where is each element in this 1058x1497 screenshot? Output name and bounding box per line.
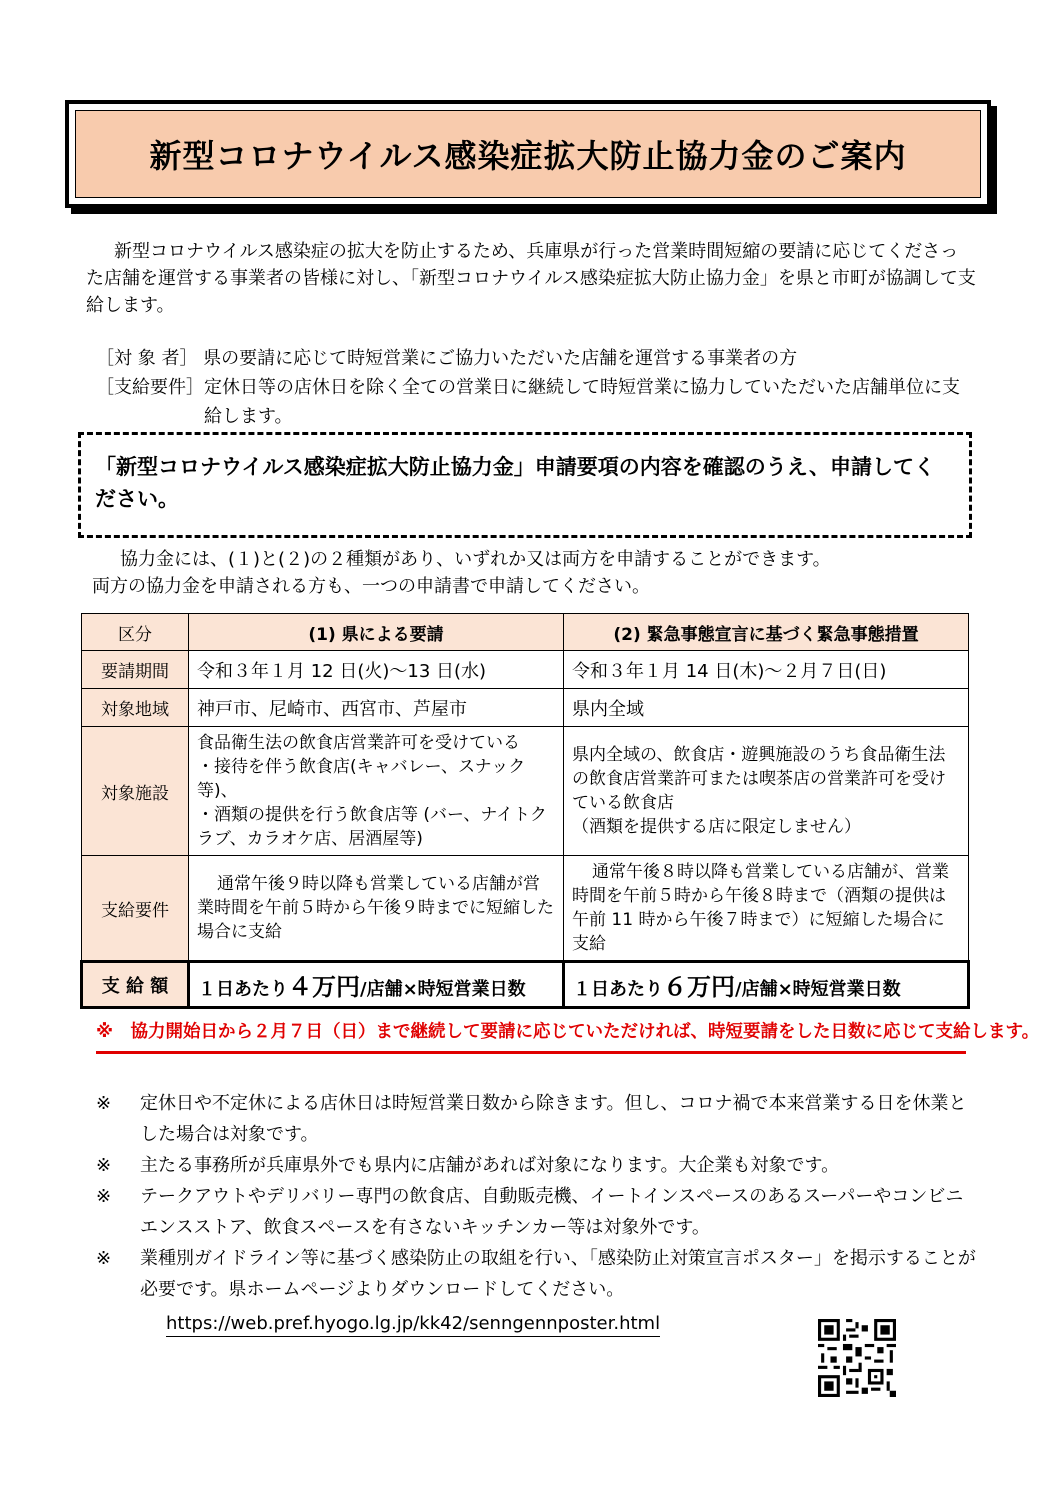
amount2-prefix: １日あたり xyxy=(573,979,663,1000)
types-line-1: 協力金には、(１)と(２)の２種類があり、いずれか又は両方を申請することができます。 xyxy=(120,549,831,570)
qr-code-icon[interactable] xyxy=(818,1319,896,1397)
note-mark: ※ xyxy=(96,1155,112,1176)
target-row xyxy=(96,344,976,373)
row-label-facilities: 対象施設 xyxy=(82,727,189,856)
notice-text: 「新型コロナウイルス感染症拡大防止協力金」申請要項の内容を確認のうえ、申請してください。 xyxy=(95,455,935,511)
header-type2: (2) 緊急事態宣言に基づく緊急事態措置 xyxy=(564,614,969,651)
amount-type1 xyxy=(189,962,564,1008)
amount2-value: ６万円 xyxy=(663,973,735,1001)
amount2-suffix: /店舗×時短営業日数 xyxy=(735,979,901,1000)
list-item xyxy=(96,1243,976,1305)
list-item xyxy=(96,1088,976,1150)
period-type2: 令和３年１月 14 日(木)～２月７日(日) xyxy=(564,651,969,689)
facilities-type1: 食品衛生法の飲食店営業許可を受けている ・接待を伴う飲食店(キャバレー、スナック等)、 ・酒類の提供を行う飲食店等 (バー、ナイトクラブ、カラオケ店、居酒屋等) xyxy=(189,727,564,856)
page-title: 新型コロナウイルス感染症拡大防止協力金のご案内 xyxy=(149,137,907,175)
header-category: 区分 xyxy=(82,614,189,651)
note-text: 業種別ガイドライン等に基づく感染防止の取組を行い、「感染防止対策宣言ポスター」を掲示することが必要です。県ホームページよりダウンロードしてください。 xyxy=(140,1248,976,1300)
poster-url-link[interactable]: https://web.pref.hyogo.lg.jp/kk42/senngennposter.html xyxy=(166,1313,660,1337)
title-banner xyxy=(75,110,981,198)
note-mark: ※ xyxy=(96,1248,112,1269)
amount1-value: ４万円 xyxy=(288,973,360,1001)
header-type1: (1) 県による要請 xyxy=(189,614,564,651)
amount1-suffix: /店舗×時短営業日数 xyxy=(360,979,526,1000)
area-type2: 県内全域 xyxy=(564,689,969,727)
notes-list xyxy=(96,1088,976,1305)
types-paragraph xyxy=(92,546,972,600)
table-row xyxy=(82,651,969,689)
red-note: ※ 協力開始日から２月７日（日）まで継続して要請に応じていただければ、時短要請をした日数に応じて支給します。 xyxy=(96,1018,966,1054)
table-row xyxy=(82,727,969,856)
note-text: 定休日や不定休による店休日は時短営業日数から除きます。但し、コロナ禍で本来営業する日を休業とした場合は対象です。 xyxy=(140,1093,967,1145)
row-label-requirement: 支給要件 xyxy=(82,856,189,962)
requirement-type1: 通常午後９時以降も営業している店舗が営業時間を午前５時から午後９時までに短縮した場合に支給 xyxy=(189,856,564,962)
notice-box xyxy=(78,432,972,538)
row-label-area: 対象地域 xyxy=(82,689,189,727)
table-header-row xyxy=(82,614,969,651)
requirement-text: 定休日等の店休日を除く全ての営業日に継続して時短営業に協力していただいた店舗単位に支給します。 xyxy=(204,377,960,427)
area-type1: 神戸市、尼崎市、西宮市、芦屋市 xyxy=(189,689,564,727)
target-text: 県の要請に応じて時短営業にご協力いただいた店舗を運営する事業者の方 xyxy=(203,348,798,369)
amount-type2 xyxy=(564,962,969,1008)
amount-row xyxy=(82,962,969,1008)
requirement-label: ［支給要件］ xyxy=(96,377,204,398)
table-row xyxy=(82,856,969,962)
title-box xyxy=(65,100,991,208)
requirement-type2: 通常午後８時以降も営業している店舗が、営業時間を午前５時から午後８時まで（酒類の提供は午前 11 時から午後７時まで）に短縮した場合に支給 xyxy=(564,856,969,962)
info-table xyxy=(80,613,970,1009)
target-label: ［対 象 者］ xyxy=(96,348,198,369)
amount1-prefix: １日あたり xyxy=(198,979,288,1000)
note-mark: ※ xyxy=(96,1093,112,1114)
facilities-type2: 県内全域の、飲食店・遊興施設のうち食品衛生法の飲食店営業許可または喫茶店の営業許可を受けている飲食店 （酒類を提供する店に限定しません） xyxy=(564,727,969,856)
note-text: テークアウトやデリバリー専門の飲食店、自動販売機、イートインスペースのあるスーパーやコンビニエンスストア、飲食スペースを有さないキッチンカー等は対象外です。 xyxy=(140,1186,964,1238)
row-label-period: 要請期間 xyxy=(82,651,189,689)
note-mark: ※ xyxy=(96,1186,112,1207)
intro-paragraph: 新型コロナウイルス感染症の拡大を防止するため、兵庫県が行った営業時間短縮の要請に応じてくださった店舗を運営する事業者の皆様に対し、「新型コロナウイルス感染症拡大防止協力金」を県と市町が協調して支給します。 xyxy=(86,241,976,316)
row-label-amount: 支 給 額 xyxy=(82,962,189,1008)
list-item xyxy=(96,1150,976,1181)
requirement-row xyxy=(96,373,976,431)
period-type1: 令和３年１月 12 日(火)～13 日(水) xyxy=(189,651,564,689)
list-item xyxy=(96,1181,976,1243)
types-line-2: 両方の協力金を申請される方も、一つの申請書で申請してください。 xyxy=(92,576,650,597)
note-text: 主たる事務所が兵庫県外でも県内に店舗があれば対象になります。大企業も対象です。 xyxy=(140,1155,840,1176)
table-row xyxy=(82,689,969,727)
